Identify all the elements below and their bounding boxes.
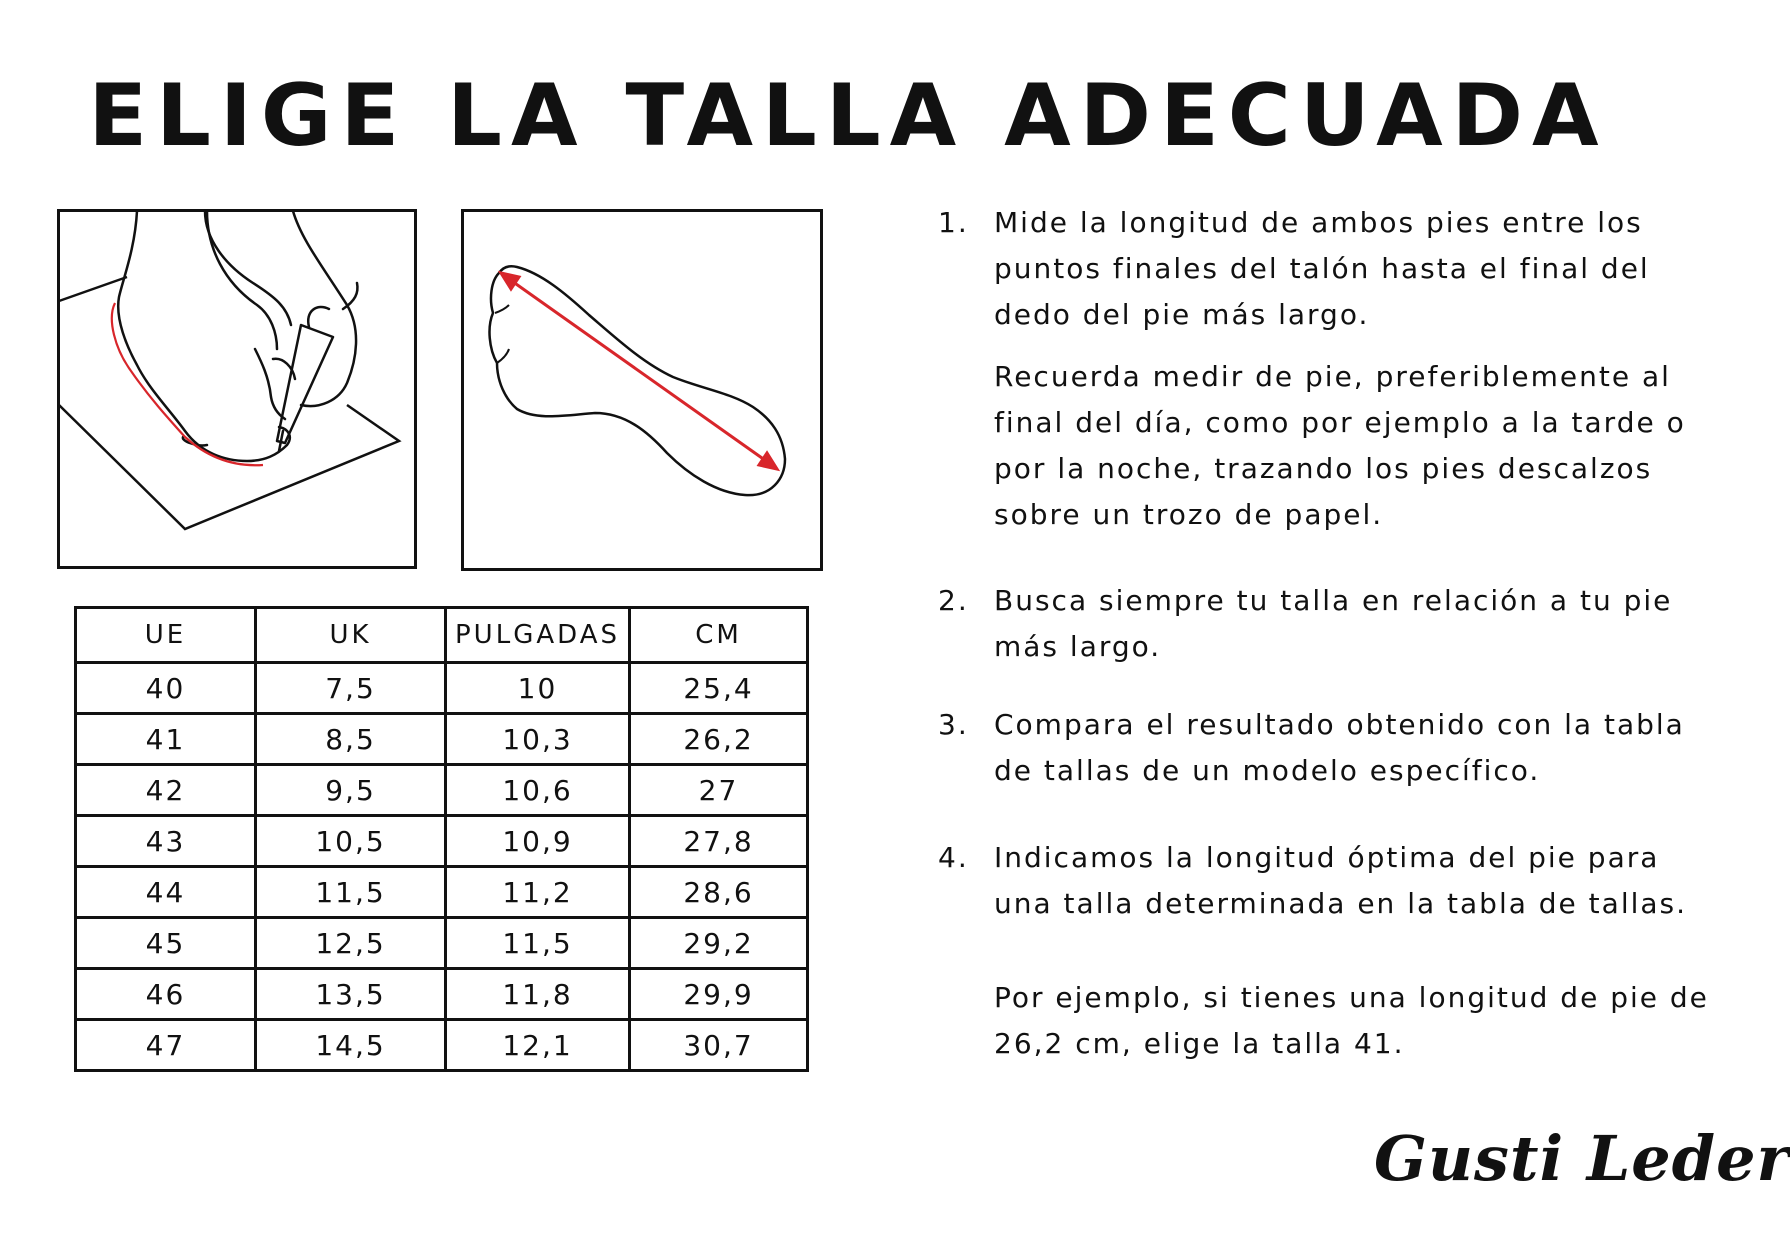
cell-uk: 9,5 (256, 765, 446, 816)
cell-cm: 30,7 (630, 1020, 808, 1071)
header-ue: UE (76, 608, 256, 663)
table-row (76, 714, 808, 765)
cell-cm: 28,6 (630, 867, 808, 918)
cell-ue: 45 (76, 918, 256, 969)
step-text: Busca siempre tu talla en relación a tu pie más largo. (994, 584, 1673, 663)
cell-uk: 13,5 (256, 969, 446, 1020)
cell-uk: 8,5 (256, 714, 446, 765)
cell-pulgadas: 11,5 (446, 918, 630, 969)
cell-pulgadas: 10,3 (446, 714, 630, 765)
length-arrow (501, 273, 777, 469)
footprint-measurement-illustration (461, 209, 823, 571)
table-row (76, 969, 808, 1020)
cell-uk: 10,5 (256, 816, 446, 867)
size-chart-table (74, 606, 809, 1072)
table-row (76, 1020, 808, 1071)
foot-tracing-illustration (57, 209, 417, 569)
cell-pulgadas: 12,1 (446, 1020, 630, 1071)
cell-cm: 29,9 (630, 969, 808, 1020)
cell-uk: 12,5 (256, 918, 446, 969)
step-text: Compara el resultado obtenido con la tabla de tallas de un modelo específico. (994, 708, 1685, 787)
paper-sheet (59, 277, 399, 529)
cell-pulgadas: 10,6 (446, 765, 630, 816)
step-number: 1. (938, 206, 969, 239)
table-row (76, 918, 808, 969)
step-text: Mide la longitud de ambos pies entre los puntos finales del talón hasta el final del dedo del pie más largo. (994, 206, 1650, 331)
cell-ue: 40 (76, 663, 256, 714)
cell-ue: 46 (76, 969, 256, 1020)
table-row (76, 663, 808, 714)
cell-ue: 43 (76, 816, 256, 867)
step-number: 3. (938, 708, 969, 741)
footprint-outline (490, 266, 785, 495)
cell-pulgadas: 10 (446, 663, 630, 714)
instruction-step-4 (938, 835, 1728, 1067)
cell-cm: 25,4 (630, 663, 808, 714)
cell-ue: 42 (76, 765, 256, 816)
cell-cm: 27 (630, 765, 808, 816)
cell-pulgadas: 10,9 (446, 816, 630, 867)
cell-cm: 27,8 (630, 816, 808, 867)
header-uk: UK (256, 608, 446, 663)
cell-uk: 7,5 (256, 663, 446, 714)
instruction-step-1 (938, 200, 1728, 538)
cell-pulgadas: 11,2 (446, 867, 630, 918)
cell-ue: 47 (76, 1020, 256, 1071)
cell-uk: 11,5 (256, 867, 446, 918)
cell-pulgadas: 11,8 (446, 969, 630, 1020)
foot-outline (118, 211, 291, 461)
cell-cm: 26,2 (630, 714, 808, 765)
step-number: 2. (938, 584, 969, 617)
table-row (76, 765, 808, 816)
table-header-row (76, 608, 808, 663)
header-pulgadas: PULGADAS (446, 608, 630, 663)
hand-with-pencil (207, 211, 357, 451)
instruction-step-3 (938, 702, 1728, 794)
step-note: Recuerda medir de pie, preferiblemente al final del día, como por ejemplo a la tarde o por la noche, trazando los pies descalzos sobre un trozo de papel. (994, 360, 1686, 531)
step-number: 4. (938, 841, 969, 874)
instruction-step-2 (938, 578, 1728, 670)
cell-ue: 44 (76, 867, 256, 918)
header-cm: CM (630, 608, 808, 663)
brand-logo: Gusti Leder (1374, 1122, 1790, 1195)
page-title: ELIGE LA TALLA ADECUADA (88, 66, 1608, 166)
table-row (76, 867, 808, 918)
cell-ue: 41 (76, 714, 256, 765)
table-row (76, 816, 808, 867)
cell-cm: 29,2 (630, 918, 808, 969)
step-text: Indicamos la longitud óptima del pie para una talla determinada en la tabla de tallas. (994, 841, 1688, 920)
step-example: Por ejemplo, si tienes una longitud de pie de 26,2 cm, elige la talla 41. (994, 981, 1709, 1060)
cell-uk: 14,5 (256, 1020, 446, 1071)
